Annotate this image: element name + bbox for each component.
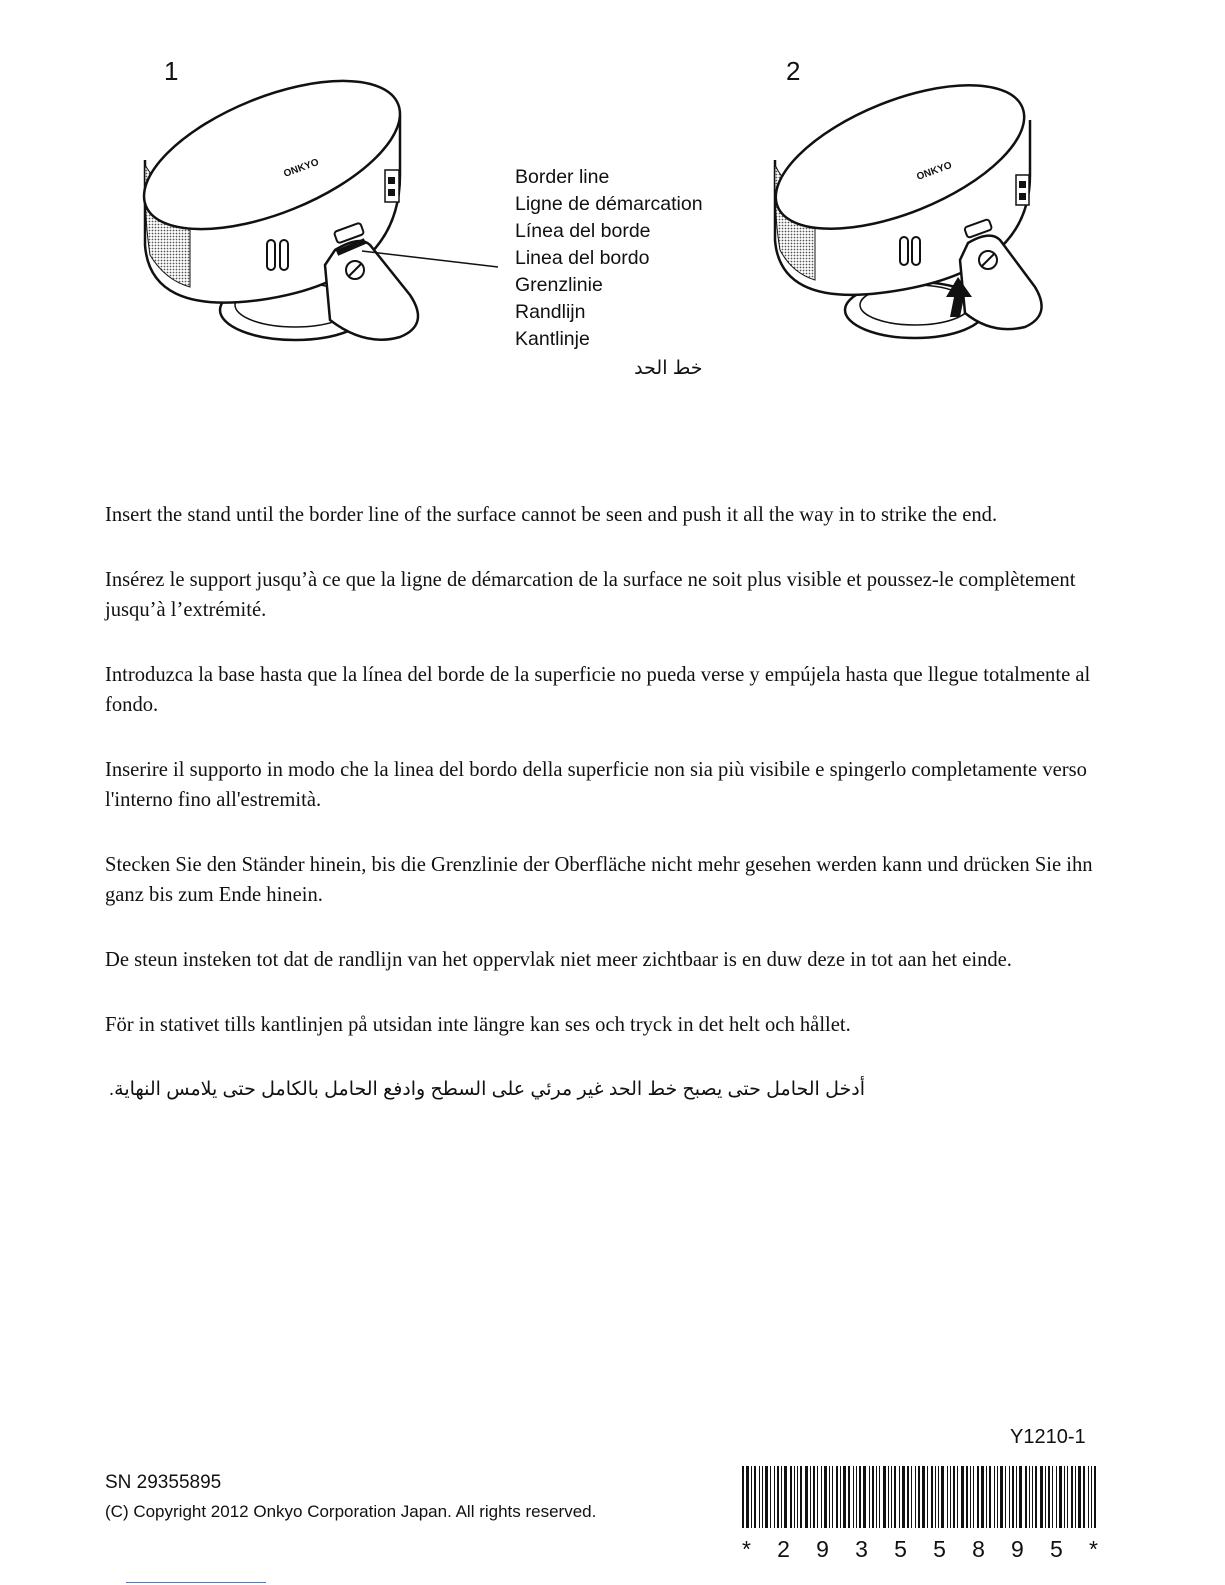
barcode-bar <box>1056 1466 1057 1528</box>
barcode-bar <box>1000 1466 1003 1528</box>
barcode-bar <box>784 1466 787 1528</box>
barcode-bar <box>907 1466 909 1528</box>
legend-item: Kantlinje <box>515 328 590 350</box>
barcode-bar <box>1035 1466 1037 1528</box>
instruction-swedish: För in stativet tills kantlinjen på utsidan inte längre kan ses och tryck in det helt och hållet. <box>105 1014 851 1036</box>
barcode-bar <box>973 1466 974 1528</box>
barcode-bar <box>899 1466 900 1528</box>
barcode-bar <box>754 1466 756 1528</box>
barcode-bar <box>1045 1466 1046 1528</box>
barcode-bar <box>1067 1466 1068 1528</box>
barcode-bar <box>1005 1466 1006 1528</box>
barcode-bar <box>872 1466 874 1528</box>
barcode-bar <box>859 1466 861 1528</box>
barcode-bar <box>902 1466 905 1528</box>
instruction-dutch: De steun insteken tot dat de randlijn van het oppervlak niet meer zichtbaar is en duw deze in tot aan het einde. <box>105 949 1012 971</box>
instruction-arabic: أدخل الحامل حتى يصبح خط الحد غير مرئي على السطح وادفع الحامل بالكامل حتى يلامس النهاية. <box>108 1079 865 1100</box>
barcode-bar <box>813 1466 815 1528</box>
instruction-english: Insert the stand until the border line of the surface cannot be seen and push it all the way in to strike the end. <box>105 504 998 526</box>
copyright-notice: (C) Copyright 2012 Onkyo Corporation Japan. All rights reserved. <box>105 1502 597 1521</box>
barcode-bar <box>863 1466 866 1528</box>
barcode-char: 8 <box>972 1536 985 1562</box>
barcode-bar <box>836 1466 838 1528</box>
barcode-bar <box>1012 1466 1014 1528</box>
barcode-bar <box>1040 1466 1043 1528</box>
barcode-bar <box>922 1466 925 1528</box>
barcode-bar <box>1064 1466 1065 1528</box>
barcode-bar <box>1029 1466 1030 1528</box>
barcode-bar <box>805 1466 808 1528</box>
barcode-bar <box>800 1466 802 1528</box>
barcode-char: * <box>1089 1536 1098 1562</box>
barcode-bar <box>770 1466 771 1528</box>
barcode-bar <box>1078 1466 1081 1528</box>
barcode-bar <box>911 1466 912 1528</box>
barcode-char: * <box>742 1536 751 1562</box>
barcode-bar <box>774 1466 775 1528</box>
barcode-bar <box>935 1466 936 1528</box>
legend-item: Línea del borde <box>515 220 651 242</box>
barcode-bar <box>848 1466 850 1528</box>
instruction-german: Stecken Sie den Ständer hinein, bis die Grenzlinie der Oberfläche nicht mehr gesehen werden kann und drücken Sie ihn ganz bis zum Ende hinein. <box>105 854 1093 906</box>
barcode-text <box>742 1536 1098 1563</box>
barcode-bar <box>927 1466 928 1528</box>
barcode-char: 9 <box>816 1536 829 1562</box>
barcode-bar <box>938 1466 939 1528</box>
legend-item: Ligne de démarcation <box>515 193 703 215</box>
barcode-image <box>742 1466 1098 1528</box>
barcode-bar <box>817 1466 818 1528</box>
barcode-bar <box>762 1466 763 1528</box>
figure-2-number: 2 <box>786 56 801 86</box>
border-line-legend <box>515 164 703 382</box>
barcode-bar <box>941 1466 944 1528</box>
barcode-bar <box>843 1466 846 1528</box>
legend-item: Grenzlinie <box>515 274 603 296</box>
barcode-bar <box>810 1466 811 1528</box>
barcode-bar <box>953 1466 955 1528</box>
figure-1-brand: ONKYO <box>282 156 321 180</box>
barcode-char: 5 <box>933 1536 946 1562</box>
barcode-bar <box>832 1466 833 1528</box>
barcode-bar <box>931 1466 933 1528</box>
bottom-rule <box>126 1582 266 1583</box>
barcode-bar <box>869 1466 870 1528</box>
barcode-bar <box>879 1466 880 1528</box>
barcode-bar <box>829 1466 830 1528</box>
barcode-bar <box>821 1466 822 1528</box>
barcode-bar <box>1059 1466 1062 1528</box>
barcode-bar <box>765 1466 768 1528</box>
barcode-bar <box>876 1466 877 1528</box>
barcode-bar <box>961 1466 964 1528</box>
figure-2-brand: ONKYO <box>915 159 954 183</box>
barcode-bar <box>742 1466 744 1528</box>
barcode-bar <box>1025 1466 1027 1528</box>
instruction-spanish: Introduzca la base hasta que la línea del borde de la superficie no pueda verse y empújela hasta que llegue totalmente al fondo. <box>105 664 1091 716</box>
figure-1-number: 1 <box>164 56 179 86</box>
barcode-bar <box>977 1466 979 1528</box>
legend-item: Randlijn <box>515 301 586 323</box>
barcode-bar <box>1016 1466 1017 1528</box>
barcode-bar <box>957 1466 958 1528</box>
barcode-bar <box>1088 1466 1089 1528</box>
barcode-bar <box>915 1466 916 1528</box>
instruction-italian: Inserire il supporto in modo che la linea del bordo della superficie non sia più visibile e spingerlo completamente verso l'interno fino all'estremità. <box>105 759 1087 811</box>
barcode-bar <box>1009 1466 1010 1528</box>
legend-item: Border line <box>515 166 610 188</box>
serial-number: SN 29355895 <box>105 1472 222 1493</box>
barcode-bar <box>986 1466 987 1528</box>
barcode-bar <box>888 1466 889 1528</box>
barcode-bar <box>751 1466 752 1528</box>
legend-item: Linea del bordo <box>515 247 650 269</box>
barcode-bar <box>981 1466 984 1528</box>
barcode-bar <box>918 1466 920 1528</box>
barcode-char: 9 <box>1011 1536 1024 1562</box>
barcode-bar <box>777 1466 779 1528</box>
barcode-bar <box>1052 1466 1053 1528</box>
barcode-bar <box>794 1466 795 1528</box>
barcode-bar <box>994 1466 995 1528</box>
figure-2-speaker-illustration <box>760 65 1060 355</box>
barcode-bar <box>1019 1466 1022 1528</box>
barcode-bar <box>781 1466 782 1528</box>
barcode-bar <box>1048 1466 1050 1528</box>
barcode-char: 5 <box>894 1536 907 1562</box>
instructions <box>105 500 1105 1140</box>
barcode-bar <box>894 1466 896 1528</box>
barcode-bar <box>997 1466 998 1528</box>
barcode-bar <box>989 1466 991 1528</box>
barcode-char: 2 <box>777 1536 790 1562</box>
barcode-bar <box>1032 1466 1033 1528</box>
barcode-bar <box>970 1466 971 1528</box>
barcode-bar <box>1071 1466 1073 1528</box>
barcode-bar <box>1091 1466 1092 1528</box>
barcode-bar <box>856 1466 857 1528</box>
barcode-bar <box>1083 1466 1085 1528</box>
barcode-bar <box>853 1466 854 1528</box>
legend-item-arabic: خط الحد <box>634 358 703 379</box>
document-code: Y1210-1 <box>1010 1426 1086 1448</box>
barcode-bar <box>966 1466 968 1528</box>
barcode-bar <box>840 1466 841 1528</box>
barcode-bar <box>947 1466 948 1528</box>
barcode-char: 5 <box>1050 1536 1063 1562</box>
barcode-char: 3 <box>855 1536 868 1562</box>
barcode-bar <box>1094 1466 1096 1528</box>
barcode-bar <box>790 1466 792 1528</box>
barcode-bar <box>1075 1466 1076 1528</box>
barcode-bar <box>891 1466 892 1528</box>
barcode-bar <box>883 1466 886 1528</box>
instruction-french: Insérez le support jusqu’à ce que la ligne de démarcation de la surface ne soit plus visible et poussez-le complètement jusqu’à l’extrémité. <box>105 569 1076 621</box>
barcode-bar <box>797 1466 798 1528</box>
barcode-bar <box>824 1466 827 1528</box>
figure-1-speaker-illustration <box>130 55 500 375</box>
barcode-bar <box>759 1466 760 1528</box>
barcode-bar <box>746 1466 749 1528</box>
barcode-bar <box>950 1466 951 1528</box>
